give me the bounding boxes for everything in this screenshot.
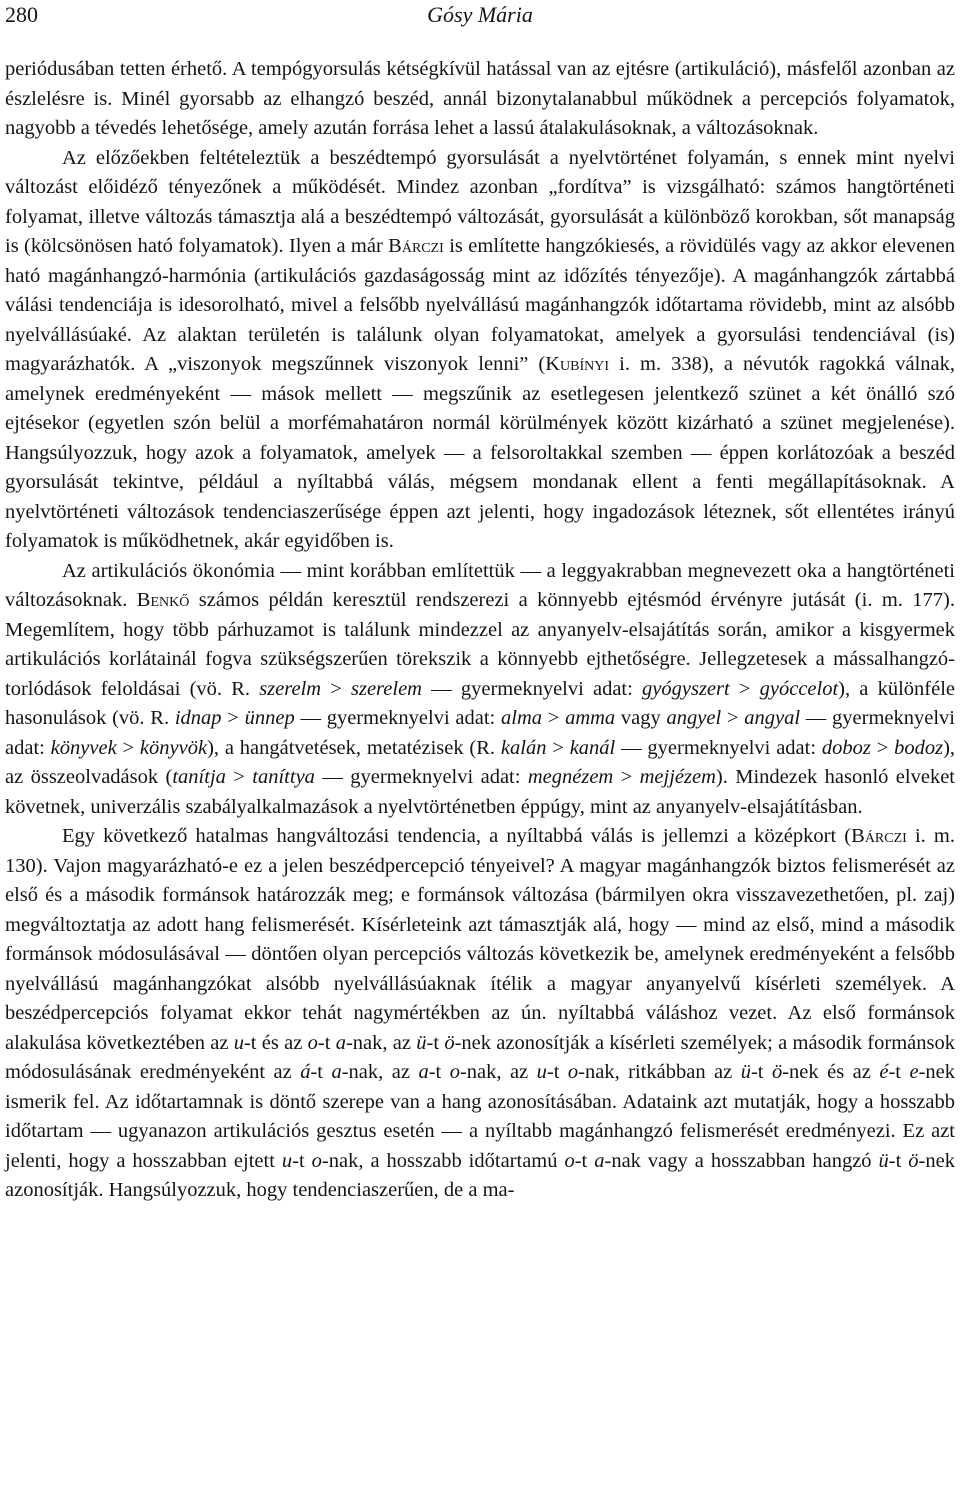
body-text bbox=[5, 55, 955, 1206]
paragraph: Az artikulációs ökonómia — mint korábban említettük — a leggyakrabban megnevezett oka a hangtörténeti változásoknak. Benkő számos példán keresztül rendszerezi a könnyebb ejtésmód érvényre jutását (i. m. 177). Megemlítem, hogy több párhuzamot is találunk mindezzel az anyanyelv-elsajátítás során, amikor a kisgyermek artikulációs korlátainál fogva szükségszerűen törekszik a könnyebb ejthetőségre. Jellegzetesek a mássalhangzó-torlódások feloldásai (vö. R. szerelm > szerelem — gyermeknyelvi adat: gyógyszert > gyóccelot), a különféle hasonulások (vö. R. idnap > ünnep — gyermeknyelvi adat: alma > amma vagy angyel > angyal — gyermeknyelvi adat: könyvek > könyvök), a hangátvetések, metatézisek (R. kalán > kanál — gyermeknyelvi adat: doboz > bodoz), az összeolvadások (tanítja > taníttya — gyermeknyelvi adat: megnézem > mejjézem). Mindezek hasonló elveket követnek, univerzális szabályalkalmazások a nyelvtörténetben éppúgy, mint az anyanyelv-elsajátításban. bbox=[5, 559, 956, 818]
page-number: 280 bbox=[5, 2, 38, 27]
paragraph: periódusában tetten érhető. A tempógyorsulás kétségkívül hatással van az ejtésre (artikuláció), másfelől azonban az észlelésre is. Minél gyorsabb az elhangzó beszéd, annál bizonytalanabbul működnek a percepciós folyamatok, nagyobb a tévedés lehetősége, amely azután forrása lehet a lassú átalakulásoknak, a változásoknak. bbox=[5, 58, 955, 139]
paragraph: Egy következő hatalmas hangváltozási tendencia, a nyíltabbá válás is jellemzi a középkort (Bárczi i. m. 130). Vajon magyarázható-e ez a jelen beszédpercepció tényeivel? A magyar magánhangzók biztos felismerését az első és a második formánsok határozzák meg; e formánsok változása (bármilyen okra visszavezethetően, pl. zaj) megváltoztatja az adott hang felismerését. Kísérleteink azt támasztják alá, hogy — mind az első, mind a második formánsok módosulásával — döntően olyan percepciós változás következik be, amelynek eredményeként a felsőbb nyelvállású magánhangzókat alsóbb nyelvállásúaknak ítélik a magyar anyanyelvű kísérleti személyek. A beszédpercepciós folyamat ekkor tehát nagymértékben az ún. nyíltabbá váláshoz vezet. Az első formánsok alakulása következtében az u-t és az o-t a-nak, az ü-t ö-nek azonosítják a kísérleti személyek; a második formánsok módosulásának eredményeként az á-t a-nak, az a-t o-nak, az u-t o-nak, ritkábban az ü-t ö-nek és az é-t e-nek ismerik fel. Az időtartamnak is döntő szerepe van a hang azonosításában. Adataink azt mutatják, hogy a hosszabb időtartam — ugyanazon artikulációs gesztus esetén — a nyíltabb magánhangzó felismerését eredményezi. Ez azt jelenti, hogy a hosszabban ejtett u-t o-nak, a hosszabb időtartamú o-t a-nak vagy a hosszabban hangzó ü-t ö-nek azonosítják. Hangsúlyozzuk, hogy tendenciaszerűen, de a ma- bbox=[5, 825, 956, 1201]
paragraph: Az előzőekben feltételeztük a beszédtempó gyorsulását a nyelvtörténet folyamán, s ennek mint nyelvi változást előidéző tényezőnek a működését. Mindez azonban „fordítva” is vizsgálható: számos hangtörténeti folyamat, illetve változás támasztja alá a beszédtempó változását, gyorsulását a különböző korokban, sőt manapság is (kölcsönösen ható folyamatok). Ilyen a már Bárczi is említette hangzókiesés, a rövidülés vagy az akkor elevenen ható magánhangzó-harmónia (artikulációs gazdaságosság mint az időzítés tényezője). A magánhangzók zártabbá válási tendenciája is idesorolható, mivel a felsőbb nyelvállású magánhangzók időtartama rövidebb, mint az alsóbb nyelvállásúaké. Az alaktan területén is találunk olyan folyamatokat, amelyek a gyorsulási tendenciával (is) magyarázhatók. A „viszonyok megszűnnek viszonyok lenni” (Kubínyi i. m. 338), a névutók ragokká válnak, amelynek eredményeként — mások mellett — megszűnik az esetlegesen jelentkező szünet a két önálló szó ejtésekor (egyetlen szón belül a morfémahatáron normál körülmények között kizárható a szünet megjelenése). Hangsúlyozzuk, hogy azok a folyamatok, amelyek — a felsoroltakkal szemben — éppen korlátozóak a beszéd gyorsulását tekintve, például a nyíltabbá válás, mégsem mondanak ellent a fenti megállapításoknak. A nyelvtörténeti változások tendenciaszerűsége éppen azt jelenti, hogy ingadozások léteznek, sőt ellentétes irányú folyamatok is működhetnek, akár egyidőben is. bbox=[5, 146, 955, 552]
page-header bbox=[5, 0, 955, 40]
running-head: Gósy Mária bbox=[427, 2, 533, 27]
